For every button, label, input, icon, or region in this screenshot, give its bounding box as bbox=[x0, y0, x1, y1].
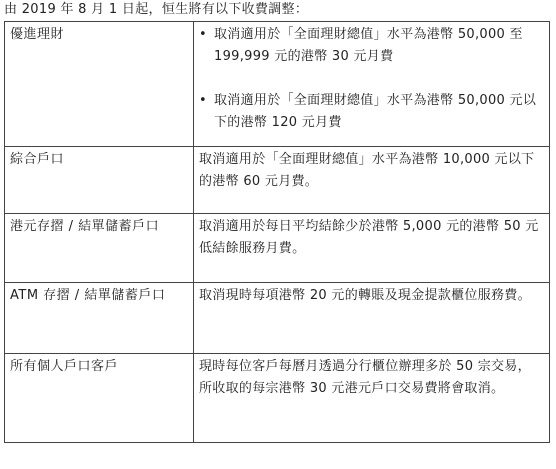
fee-description: 現時每位客戶每曆月透過分行櫃位辦理多於 50 宗交易，所收取的每宗港幣 30 元港元戶口交易費將會取消。 bbox=[194, 354, 550, 443]
fee-description: 取消適用於「全面理財總值」水平為港幣 10,000 元以下的港幣 60 元月費。 bbox=[194, 147, 550, 214]
bullet-icon: • bbox=[199, 27, 207, 42]
service-name: 綜合戶口 bbox=[5, 147, 194, 214]
service-name: 港元存摺 / 結單儲蓄戶口 bbox=[5, 214, 194, 283]
bullet-icon: • bbox=[199, 93, 207, 108]
bullet-list bbox=[199, 24, 544, 134]
fee-description bbox=[194, 22, 550, 147]
service-name: 優進理財 bbox=[5, 22, 194, 147]
table-row bbox=[5, 147, 550, 214]
service-name: ATM 存摺 / 結單儲蓄戶口 bbox=[5, 283, 194, 354]
intro-text: 由 2019 年 8 月 1 日起，恒生將有以下收費調整： bbox=[4, 2, 309, 17]
list-item bbox=[199, 90, 544, 134]
table-row bbox=[5, 283, 550, 354]
bullet-text: 取消適用於「全面理財總值」水平為港幣 50,000 至 199,999 元的港幣 30 元月費 bbox=[214, 27, 523, 64]
table-row bbox=[5, 354, 550, 443]
bullet-text: 取消適用於「全面理財總值」水平為港幣 50,000 元以下的港幣 120 元月費 bbox=[214, 93, 537, 130]
table-row bbox=[5, 22, 550, 147]
fee-description: 取消適用於每日平均結餘少於港幣 5,000 元的港幣 50 元低結餘服務月費。 bbox=[194, 214, 550, 283]
service-name: 所有個人戶口客戶 bbox=[5, 354, 194, 443]
fee-adjustment-table bbox=[4, 21, 550, 443]
fee-description: 取消現時每項港幣 20 元的轉賬及現金提款櫃位服務費。 bbox=[194, 283, 550, 354]
table-row bbox=[5, 214, 550, 283]
list-item bbox=[199, 24, 544, 68]
